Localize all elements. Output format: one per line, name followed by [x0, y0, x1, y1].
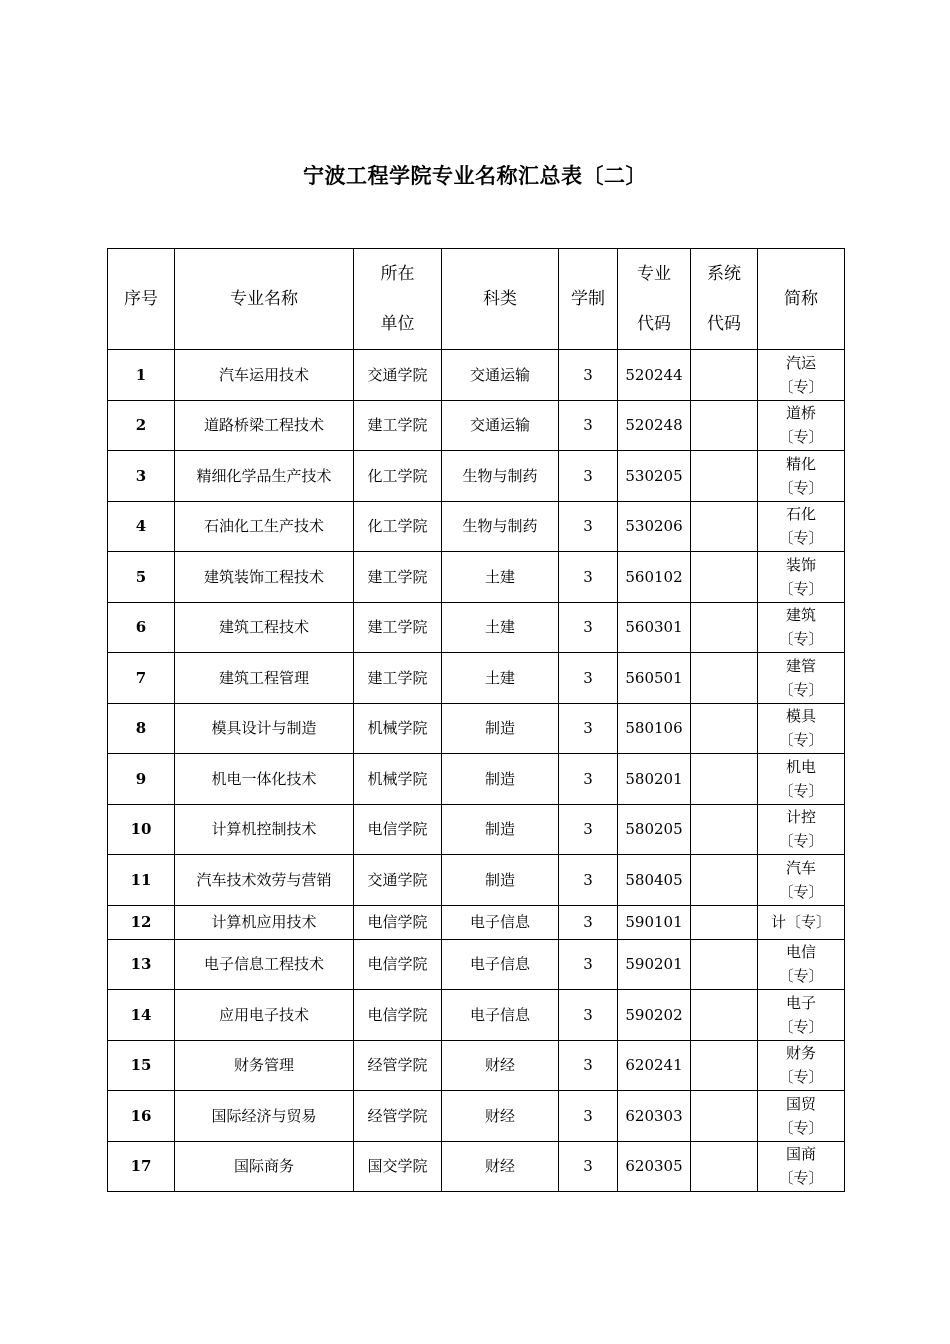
- header-major-name: [175, 249, 354, 350]
- short-name-line2: 〔专〕: [778, 1017, 824, 1036]
- cell-unit: 建工学院: [354, 552, 442, 603]
- short-name-line1: 建管: [785, 656, 816, 675]
- cell-system-code: [691, 754, 758, 805]
- cell-major-name: 汽车技术效劳与营销: [175, 855, 354, 906]
- cell-years: 3: [559, 939, 618, 990]
- cell-system-code: [691, 552, 758, 603]
- short-name-line1: 计控: [785, 808, 816, 827]
- short-name-line2: 〔专〕: [778, 1068, 824, 1087]
- cell-major-code: 530205: [618, 451, 691, 502]
- cell-category: 土建: [442, 653, 559, 704]
- cell-short-name: [758, 804, 845, 855]
- cell-years: 3: [559, 451, 618, 502]
- table-row: [108, 602, 845, 653]
- cell-system-code: [691, 1141, 758, 1192]
- cell-short-name: [758, 1141, 845, 1192]
- cell-no: 7: [108, 653, 175, 704]
- cell-system-code: [691, 703, 758, 754]
- short-name-line2: 〔专〕: [778, 428, 824, 447]
- cell-category: 电子信息: [442, 905, 559, 939]
- cell-major-code: 590201: [618, 939, 691, 990]
- short-name-line2: 〔专〕: [778, 478, 824, 497]
- cell-unit: 交通学院: [354, 855, 442, 906]
- header-row: [108, 249, 845, 350]
- cell-major-code: 580205: [618, 804, 691, 855]
- short-name-line2: 〔专〕: [778, 529, 824, 548]
- cell-unit: 建工学院: [354, 653, 442, 704]
- header-label: 科类: [483, 289, 517, 309]
- cell-years: 3: [559, 501, 618, 552]
- cell-major-name: 精细化学品生产技术: [175, 451, 354, 502]
- short-name-line2: 〔专〕: [778, 832, 824, 851]
- cell-major-name: 财务管理: [175, 1040, 354, 1091]
- table-row: [108, 939, 845, 990]
- table-row: [108, 754, 845, 805]
- cell-years: 3: [559, 804, 618, 855]
- cell-years: 3: [559, 1040, 618, 1091]
- cell-unit: 机械学院: [354, 703, 442, 754]
- cell-short-name: [758, 602, 845, 653]
- cell-unit: 交通学院: [354, 350, 442, 401]
- cell-no: 10: [108, 804, 175, 855]
- short-name-line2: 〔专〕: [778, 680, 824, 699]
- cell-short-name: [758, 451, 845, 502]
- table-row: [108, 990, 845, 1041]
- cell-system-code: [691, 1040, 758, 1091]
- cell-major-code: 580405: [618, 855, 691, 906]
- cell-years: 3: [559, 602, 618, 653]
- short-name-line1: 装饰: [785, 555, 816, 574]
- cell-system-code: [691, 451, 758, 502]
- cell-years: 3: [559, 754, 618, 805]
- cell-no: 13: [108, 939, 175, 990]
- header-label: 学制: [571, 289, 605, 309]
- cell-no: 6: [108, 602, 175, 653]
- cell-unit: 国交学院: [354, 1141, 442, 1192]
- cell-major-name: 道路桥梁工程技术: [175, 400, 354, 451]
- table-row: [108, 855, 845, 906]
- majors-table: [107, 248, 845, 1192]
- table-row: [108, 804, 845, 855]
- cell-short-name: [758, 1091, 845, 1142]
- cell-no: 15: [108, 1040, 175, 1091]
- cell-major-name: 建筑工程技术: [175, 602, 354, 653]
- short-name-line1: 国商: [785, 1145, 816, 1164]
- table-row: [108, 451, 845, 502]
- cell-system-code: [691, 855, 758, 906]
- header-label: 序号: [124, 289, 158, 309]
- cell-major-code: 560501: [618, 653, 691, 704]
- header-no: [108, 249, 175, 350]
- cell-category: 电子信息: [442, 939, 559, 990]
- cell-system-code: [691, 905, 758, 939]
- cell-major-name: 建筑工程管理: [175, 653, 354, 704]
- cell-no: 14: [108, 990, 175, 1041]
- cell-short-name: [758, 703, 845, 754]
- cell-short-name: [758, 552, 845, 603]
- cell-system-code: [691, 400, 758, 451]
- cell-years: 3: [559, 653, 618, 704]
- cell-no: 2: [108, 400, 175, 451]
- cell-category: 制造: [442, 754, 559, 805]
- cell-no: 5: [108, 552, 175, 603]
- table-row: [108, 1040, 845, 1091]
- cell-years: 3: [559, 552, 618, 603]
- short-name-line2: 〔专〕: [778, 781, 824, 800]
- cell-category: 制造: [442, 804, 559, 855]
- short-name-line1: 计〔专〕: [770, 913, 831, 931]
- short-name-line2: 〔专〕: [778, 630, 824, 649]
- cell-major-code: 590202: [618, 990, 691, 1041]
- cell-system-code: [691, 939, 758, 990]
- table-row: [108, 400, 845, 451]
- cell-no: 4: [108, 501, 175, 552]
- cell-no: 8: [108, 703, 175, 754]
- cell-unit: 电信学院: [354, 939, 442, 990]
- short-name-line1: 电子: [785, 993, 816, 1012]
- header-label: 简称: [784, 289, 818, 309]
- cell-short-name: [758, 754, 845, 805]
- short-name-line1: 汽车: [785, 858, 816, 877]
- table-row: [108, 1141, 845, 1192]
- cell-category: 交通运输: [442, 400, 559, 451]
- cell-category: 制造: [442, 703, 559, 754]
- short-name-line1: 精化: [785, 454, 816, 473]
- cell-unit: 机械学院: [354, 754, 442, 805]
- cell-short-name: [758, 1040, 845, 1091]
- short-name-line2: 〔专〕: [778, 882, 824, 901]
- header-major-code: [618, 249, 691, 350]
- short-name-line2: 〔专〕: [778, 967, 824, 986]
- header-label: 专业: [637, 264, 671, 284]
- header-label: 系统: [707, 264, 741, 284]
- cell-system-code: [691, 602, 758, 653]
- cell-major-code: 520248: [618, 400, 691, 451]
- cell-major-code: 590101: [618, 905, 691, 939]
- cell-system-code: [691, 990, 758, 1041]
- cell-short-name: [758, 990, 845, 1041]
- cell-short-name: [758, 939, 845, 990]
- short-name-line1: 石化: [785, 505, 816, 524]
- header-label: 所在: [380, 264, 415, 284]
- cell-major-name: 汽车运用技术: [175, 350, 354, 401]
- cell-major-code: 530206: [618, 501, 691, 552]
- cell-category: 生物与制药: [442, 451, 559, 502]
- header-label: 专业名称: [230, 289, 298, 309]
- cell-no: 12: [108, 905, 175, 939]
- header-short-name: [758, 249, 845, 350]
- cell-short-name: [758, 653, 845, 704]
- cell-no: 3: [108, 451, 175, 502]
- cell-major-name: 电子信息工程技术: [175, 939, 354, 990]
- cell-system-code: [691, 501, 758, 552]
- cell-major-code: 580106: [618, 703, 691, 754]
- cell-major-code: 580201: [618, 754, 691, 805]
- cell-short-name: [758, 501, 845, 552]
- cell-category: 生物与制药: [442, 501, 559, 552]
- short-name-line1: 机电: [785, 757, 816, 776]
- cell-years: 3: [559, 855, 618, 906]
- short-name-line2: 〔专〕: [778, 377, 824, 396]
- cell-short-name: [758, 905, 845, 939]
- cell-major-name: 机电一体化技术: [175, 754, 354, 805]
- header-system-code: [691, 249, 758, 350]
- cell-years: 3: [559, 1091, 618, 1142]
- cell-major-name: 建筑装饰工程技术: [175, 552, 354, 603]
- cell-major-code: 620303: [618, 1091, 691, 1142]
- cell-no: 11: [108, 855, 175, 906]
- cell-short-name: [758, 350, 845, 401]
- cell-major-name: 模具设计与制造: [175, 703, 354, 754]
- cell-no: 16: [108, 1091, 175, 1142]
- cell-unit: 电信学院: [354, 990, 442, 1041]
- cell-category: 土建: [442, 552, 559, 603]
- table-row: [108, 653, 845, 704]
- table-row: [108, 905, 845, 939]
- cell-major-name: 应用电子技术: [175, 990, 354, 1041]
- table-row: [108, 552, 845, 603]
- cell-major-code: 560301: [618, 602, 691, 653]
- cell-unit: 电信学院: [354, 804, 442, 855]
- cell-years: 3: [559, 400, 618, 451]
- short-name-line1: 汽运: [785, 353, 816, 372]
- cell-major-name: 计算机应用技术: [175, 905, 354, 939]
- header-years: [559, 249, 618, 350]
- header-label-line2: 代码: [637, 314, 671, 334]
- cell-years: 3: [559, 703, 618, 754]
- cell-category: 电子信息: [442, 990, 559, 1041]
- cell-unit: 经管学院: [354, 1040, 442, 1091]
- cell-system-code: [691, 350, 758, 401]
- cell-years: 3: [559, 905, 618, 939]
- cell-major-name: 国际经济与贸易: [175, 1091, 354, 1142]
- cell-category: 制造: [442, 855, 559, 906]
- cell-years: 3: [559, 1141, 618, 1192]
- short-name-line2: 〔专〕: [778, 579, 824, 598]
- header-category: [442, 249, 559, 350]
- cell-major-code: 620305: [618, 1141, 691, 1192]
- short-name-line2: 〔专〕: [778, 1169, 824, 1188]
- table-row: [108, 1091, 845, 1142]
- cell-years: 3: [559, 350, 618, 401]
- table-body: [108, 350, 845, 1192]
- cell-unit: 建工学院: [354, 400, 442, 451]
- cell-major-name: 国际商务: [175, 1141, 354, 1192]
- cell-category: 财经: [442, 1040, 559, 1091]
- cell-category: 土建: [442, 602, 559, 653]
- cell-unit: 化工学院: [354, 501, 442, 552]
- short-name-line1: 财务: [785, 1044, 816, 1063]
- cell-major-code: 620241: [618, 1040, 691, 1091]
- cell-major-code: 520244: [618, 350, 691, 401]
- header-label-line2: 单位: [380, 314, 415, 334]
- table-row: [108, 703, 845, 754]
- cell-system-code: [691, 804, 758, 855]
- cell-unit: 经管学院: [354, 1091, 442, 1142]
- cell-no: 1: [108, 350, 175, 401]
- header-label-line2: 代码: [707, 314, 741, 334]
- cell-system-code: [691, 1091, 758, 1142]
- cell-system-code: [691, 653, 758, 704]
- cell-no: 9: [108, 754, 175, 805]
- cell-no: 17: [108, 1141, 175, 1192]
- cell-category: 财经: [442, 1141, 559, 1192]
- cell-category: 财经: [442, 1091, 559, 1142]
- table-row: [108, 350, 845, 401]
- cell-major-code: 560102: [618, 552, 691, 603]
- cell-unit: 建工学院: [354, 602, 442, 653]
- header-unit: [354, 249, 442, 350]
- cell-unit: 电信学院: [354, 905, 442, 939]
- short-name-line1: 模具: [785, 707, 816, 726]
- short-name-line1: 道桥: [785, 404, 816, 423]
- short-name-line2: 〔专〕: [778, 731, 824, 750]
- cell-years: 3: [559, 990, 618, 1041]
- cell-short-name: [758, 400, 845, 451]
- cell-major-name: 计算机控制技术: [175, 804, 354, 855]
- table-row: [108, 501, 845, 552]
- cell-short-name: [758, 855, 845, 906]
- page-title: 宁波工程学院专业名称汇总表〔二〕: [303, 164, 647, 188]
- short-name-line2: 〔专〕: [778, 1118, 824, 1137]
- cell-major-name: 石油化工生产技术: [175, 501, 354, 552]
- cell-unit: 化工学院: [354, 451, 442, 502]
- short-name-line1: 建筑: [785, 606, 816, 625]
- short-name-line1: 电信: [785, 943, 816, 962]
- cell-category: 交通运输: [442, 350, 559, 401]
- short-name-line1: 国贸: [785, 1094, 816, 1113]
